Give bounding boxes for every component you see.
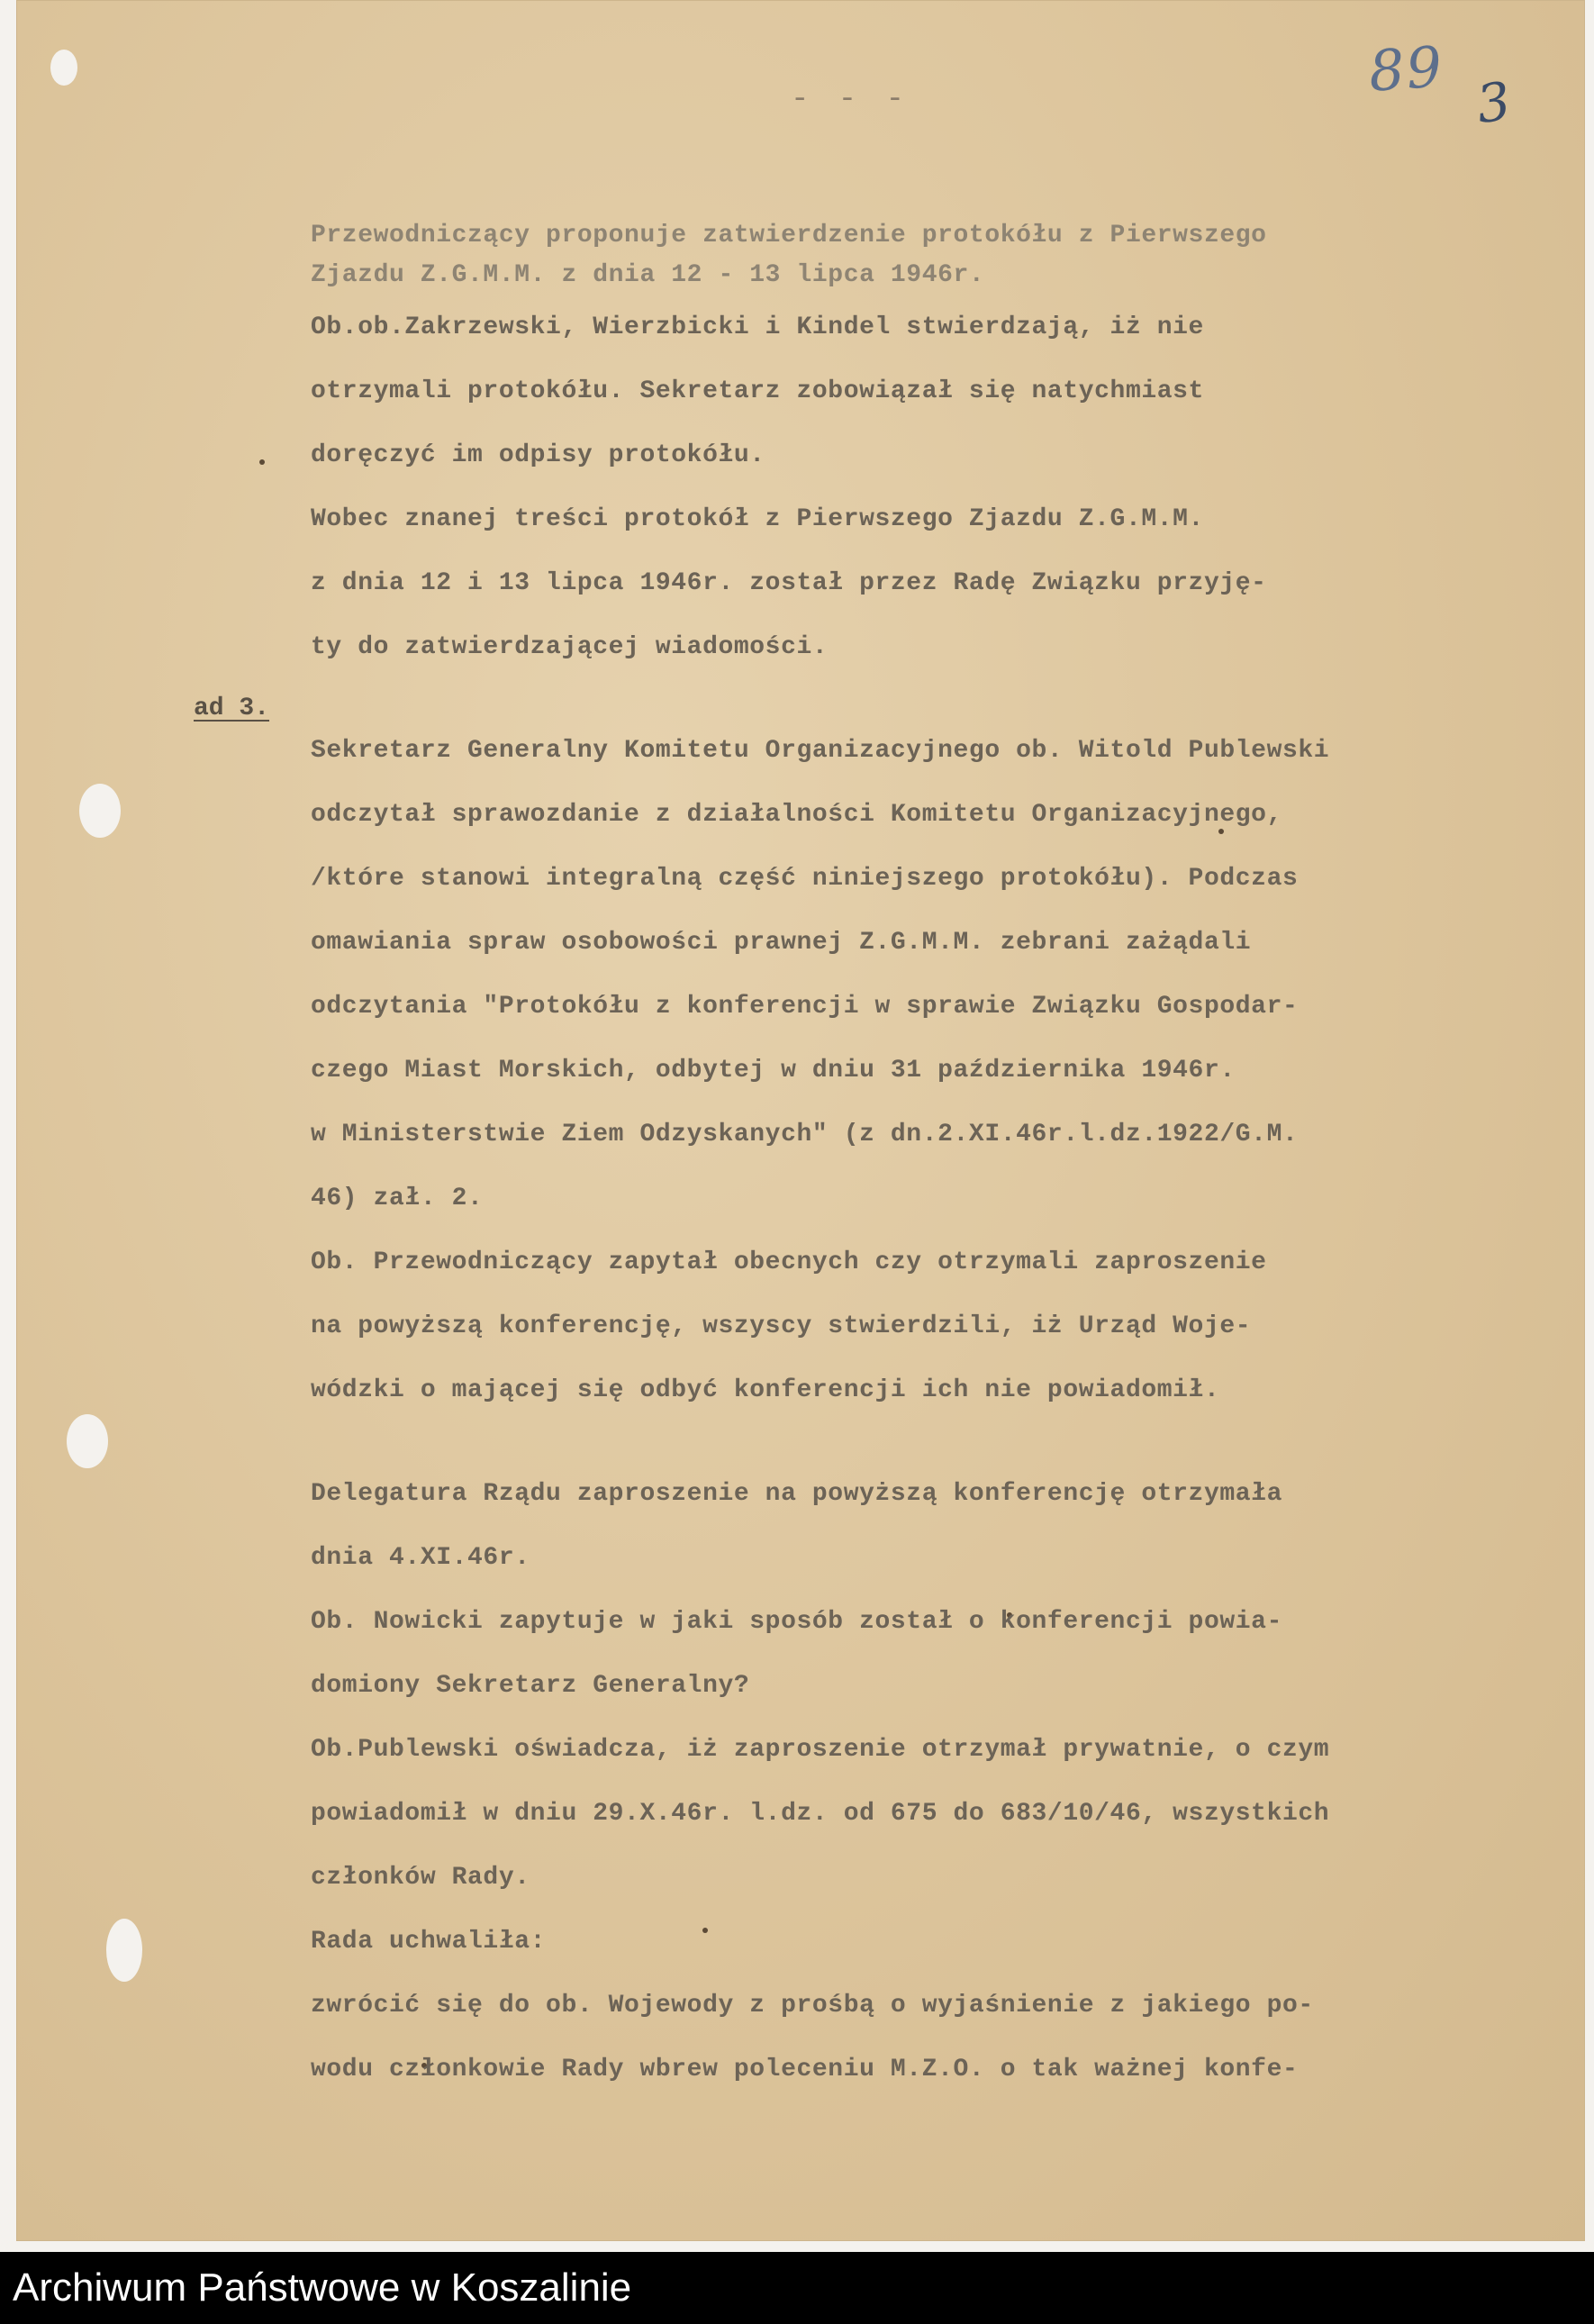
text-line: 46) zał. 2. (311, 1185, 484, 1212)
text-line: Zjazdu Z.G.M.M. z dnia 12 - 13 lipca 1946r. (311, 261, 985, 289)
text-line: odczytania "Protokółu z konferencji w sprawie Związku Gospodar- (311, 993, 1299, 1021)
text-line: członków Rady. (311, 1864, 530, 1892)
punch-hole (79, 784, 121, 838)
text-line: Sekretarz Generalny Komitetu Organizacyjnego ob. Witold Publewski (311, 737, 1330, 765)
archive-label: Archiwum Państwowe w Koszalinie (13, 2265, 632, 2310)
text-line: z dnia 12 i 13 lipca 1946r. został przez Radę Związku przyję- (311, 569, 1267, 597)
text-line: domiony Sekretarz Generalny? (311, 1672, 750, 1700)
handwritten-page-number: 89 (1366, 33, 1446, 104)
text-line: Ob.Publewski oświadcza, iż zaproszenie otrzymał prywatnie, o czym (311, 1736, 1330, 1764)
text-line: odczytał sprawozdanie z działalności Komitetu Organizacyjnego, (311, 801, 1282, 829)
archive-footer (0, 2252, 1594, 2324)
text-line: otrzymali protokółu. Sekretarz zobowiązał się natychmiast (311, 377, 1204, 405)
text-line: wódzki o mającej się odbyć konferencji ich nie powiadomił. (311, 1376, 1220, 1404)
text-line: dnia 4.XI.46r. (311, 1544, 530, 1572)
text-line: w Ministerstwie Ziem Odzyskanych" (z dn.2.XI.46r.l.dz.1922/G.M. (311, 1121, 1299, 1148)
text-line: wodu członkowie Rady wbrew poleceniu M.Z.O. o tak ważnej konfe- (311, 2056, 1299, 2083)
section-label: ad 3. (194, 694, 270, 722)
text-line: Ob. Przewodniczący zapytał obecnych czy otrzymali zaproszenie (311, 1248, 1267, 1276)
paper-speck (259, 459, 265, 465)
text-line: doręczyć im odpisy protokółu. (311, 441, 765, 469)
text-line: Ob. Nowicki zapytuje w jaki sposób został o konferencji powia- (311, 1608, 1282, 1636)
handwritten-page-mark: 3 (1472, 69, 1515, 136)
text-line: Rada uchwaliła: (311, 1928, 547, 1956)
punch-hole (50, 50, 77, 86)
punch-hole (106, 1919, 142, 1982)
text-line: ty do zatwierdzającej wiadomości. (311, 633, 829, 661)
text-line: Przewodniczący proponuje zatwierdzenie protokółu z Pierwszego (311, 222, 1267, 250)
text-line: Wobec znanej treści protokół z Pierwszego Zjazdu Z.G.M.M. (311, 505, 1204, 533)
text-line: Ob.ob.Zakrzewski, Wierzbicki i Kindel stwierdzają, iż nie (311, 313, 1204, 341)
text-line: Delegatura Rządu zaproszenie na powyższą konferencję otrzymała (311, 1480, 1282, 1508)
typed-text-block (311, 216, 1544, 2102)
text-line: na powyższą konferencję, wszyscy stwierdzili, iż Urząd Woje- (311, 1312, 1252, 1340)
text-line: czego Miast Morskich, odbytej w dniu 31 października 1946r. (311, 1057, 1236, 1085)
punch-hole (67, 1414, 108, 1468)
text-line: powiadomił w dniu 29.X.46r. l.dz. od 675 do 683/10/46, wszystkich (311, 1800, 1330, 1828)
text-line: omawiania spraw osobowości prawnej Z.G.M.M. zebrani zażądali (311, 929, 1252, 957)
top-dash-mark: - - - (791, 83, 910, 117)
text-line: zwrócić się do ob. Wojewody z prośbą o wyjaśnienie z jakiego po- (311, 1992, 1314, 2020)
text-line: /które stanowi integralną część niniejszego protokółu). Podczas (311, 865, 1299, 893)
